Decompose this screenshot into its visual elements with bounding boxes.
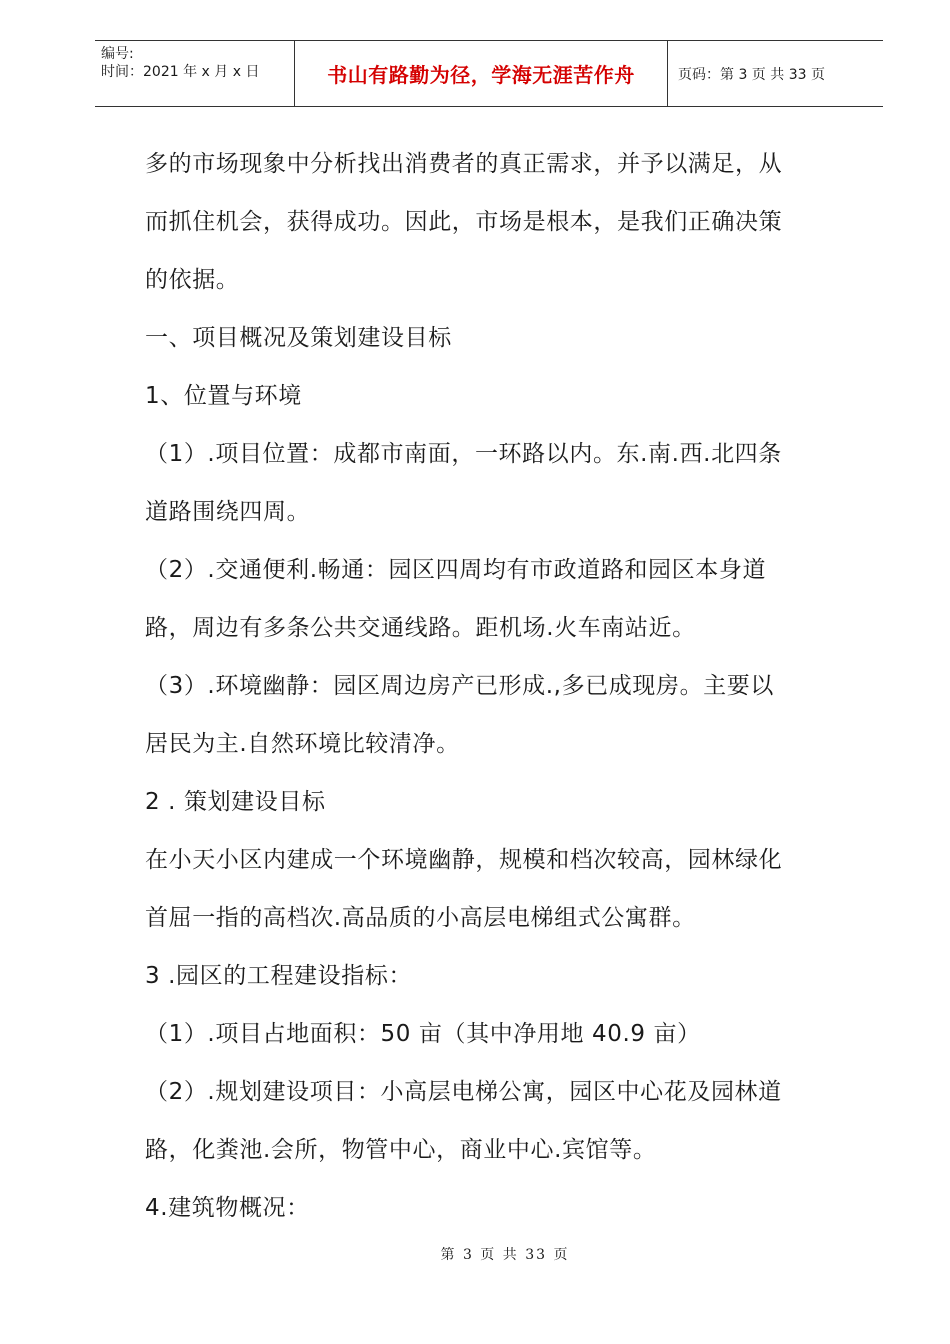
body-line: （3）.环境幽静：园区周边房产已形成.,多已成现房。主要以 — [145, 673, 774, 699]
body-line: 路，周边有多条公共交通线路。距机场.火车南站近。 — [145, 615, 696, 641]
subsection-heading: 2 . 策划建设目标 — [145, 789, 326, 815]
subsection-heading: 4.建筑物概况： — [145, 1195, 310, 1221]
header-motto: 书山有路勤为径，学海无涯苦作舟 — [295, 41, 668, 106]
subsection-heading: 3 .园区的工程建设指标： — [145, 963, 413, 989]
header-meta — [95, 41, 295, 106]
body-line: （1）.项目位置：成都市南面，一环路以内。东.南.西.北四条 — [145, 441, 782, 467]
subsection-heading: 1、位置与环境 — [145, 383, 302, 409]
body-line: （1）.项目占地面积：50 亩（其中净用地 40.9 亩） — [145, 1021, 701, 1047]
body-line: 在小天小区内建成一个环境幽静，规模和档次较高，园林绿化 — [145, 847, 783, 873]
body-line: （2）.交通便利.畅通：园区四周均有市政道路和园区本身道 — [145, 557, 767, 583]
body-line: 居民为主.自然环境比较清净。 — [145, 731, 460, 757]
body-line: 道路围绕四周。 — [145, 499, 311, 525]
document-body — [145, 135, 845, 1237]
document-number-label: 编号: — [101, 46, 134, 62]
body-line: 的依据。 — [145, 267, 240, 293]
document-time-label: 时间：2021 年 x 月 x 日 — [101, 64, 260, 80]
page-header — [95, 40, 883, 107]
body-line: 首屈一指的高档次.高品质的小高层电梯组式公寓群。 — [145, 905, 696, 931]
body-line: 而抓住机会，获得成功。因此，市场是根本，是我们正确决策 — [145, 209, 783, 235]
header-page-info: 页码：第 3 页 共 33 页 — [678, 66, 825, 83]
body-line: 路，化粪池.会所，物管中心，商业中心.宾馆等。 — [145, 1137, 657, 1163]
page-footer: 第 3 页 共 33 页 — [440, 1247, 570, 1263]
body-line: 多的市场现象中分析找出消费者的真正需求，并予以满足，从 — [145, 151, 783, 177]
section-heading: 一、项目概况及策划建设目标 — [145, 325, 452, 351]
body-line: （2）.规划建设项目：小高层电梯公寓，园区中心花及园林道 — [145, 1079, 782, 1105]
